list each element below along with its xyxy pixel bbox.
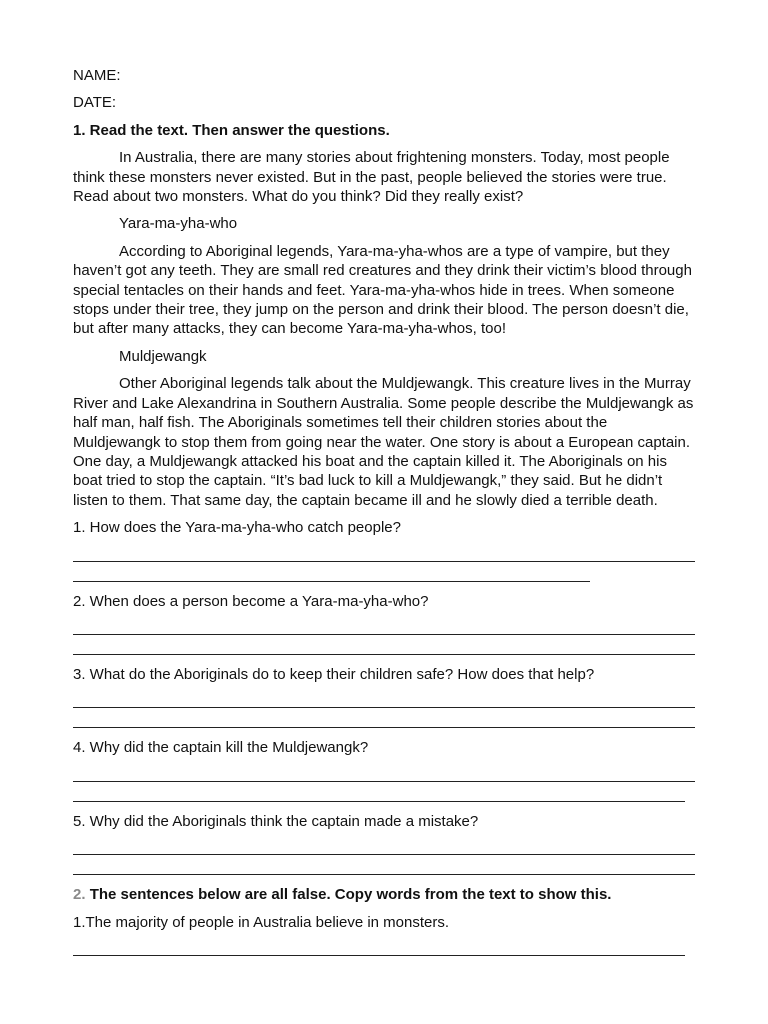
question-2: 2. When does a person become a Yara-ma-yha-who? xyxy=(73,592,429,610)
question-4-block xyxy=(73,738,695,801)
false-statement-1: 1.The majority of people in Australia believe in monsters. xyxy=(73,913,450,931)
worksheet-content xyxy=(73,66,695,966)
answer-line[interactable] xyxy=(73,835,695,855)
answer-line[interactable] xyxy=(73,615,695,635)
false-statement-1-block xyxy=(73,913,695,956)
answer-line[interactable] xyxy=(73,708,695,728)
answer-line[interactable] xyxy=(73,936,685,956)
monster2-title: Muldjewangk xyxy=(119,347,207,365)
question-5-block xyxy=(73,812,695,875)
answer-line[interactable] xyxy=(73,562,590,582)
name-label: NAME: xyxy=(73,67,121,84)
question-4: 4. Why did the captain kill the Muldjewangk? xyxy=(73,739,369,757)
answer-line[interactable] xyxy=(73,782,685,802)
question-2-block xyxy=(73,592,695,655)
answer-line[interactable] xyxy=(73,855,695,875)
answer-line[interactable] xyxy=(73,688,695,708)
monster1-paragraph: According to Aboriginal legends, Yara-ma-yha-whos are a type of vampire, but they haven’t got any teeth. They are small red creatures and they drink their victim’s blood through special tentacles on their hands and feet. Yara-ma-yha-whos hide in trees. When someone stops under their tree, they jump on the person and drink their blood. The person doesn’t die, but after many attacks, they can become Yara-ma-yha-whos, too! xyxy=(73,242,692,338)
monster2-paragraph: Other Aboriginal legends talk about the Muldjewangk. This creature lives in the Murray River and Lake Alexandrina in Southern Australia. Some people describe the Muldjewangk as half man, half fish. The Aboriginals sometimes tell their children stories about the Muldjewangk to stop them from going near the water. One story is about a European captain. One day, a Muldjewangk attacked his boat and the captain killed it. The Aboriginals on his boat tried to stop the captain. “It’s bad luck to kill a Muldjewangk,” they said. But he didn’t listen to them. That same day, the captain became ill and he slowly died a terrible death. xyxy=(73,375,694,509)
monster1-title: Yara-ma-yha-who xyxy=(119,215,238,233)
intro-paragraph: In Australia, there are many stories about frightening monsters. Today, most people think these monsters never existed. But in the past, people believed the stories were true. Read about two monsters. What do you think? Did they really exist? xyxy=(73,149,670,206)
section1-instruction: 1. Read the text. Then answer the questions. xyxy=(73,121,390,139)
answer-line[interactable] xyxy=(73,635,695,655)
date-label: DATE: xyxy=(73,94,117,112)
section2-instruction xyxy=(73,885,695,904)
question-3-block xyxy=(73,665,695,728)
answer-line[interactable] xyxy=(73,762,695,782)
answer-line[interactable] xyxy=(73,542,695,562)
question-3: 3. What do the Aboriginals do to keep their children safe? How does that help? xyxy=(73,665,595,683)
section2-text: The sentences below are all false. Copy words from the text to show this. xyxy=(89,886,612,904)
question-5: 5. Why did the Aboriginals think the captain made a mistake? xyxy=(73,812,479,830)
section2-number: 2. xyxy=(73,886,86,904)
question-1: 1. How does the Yara-ma-yha-who catch people? xyxy=(73,519,401,537)
question-1-block xyxy=(73,518,695,581)
